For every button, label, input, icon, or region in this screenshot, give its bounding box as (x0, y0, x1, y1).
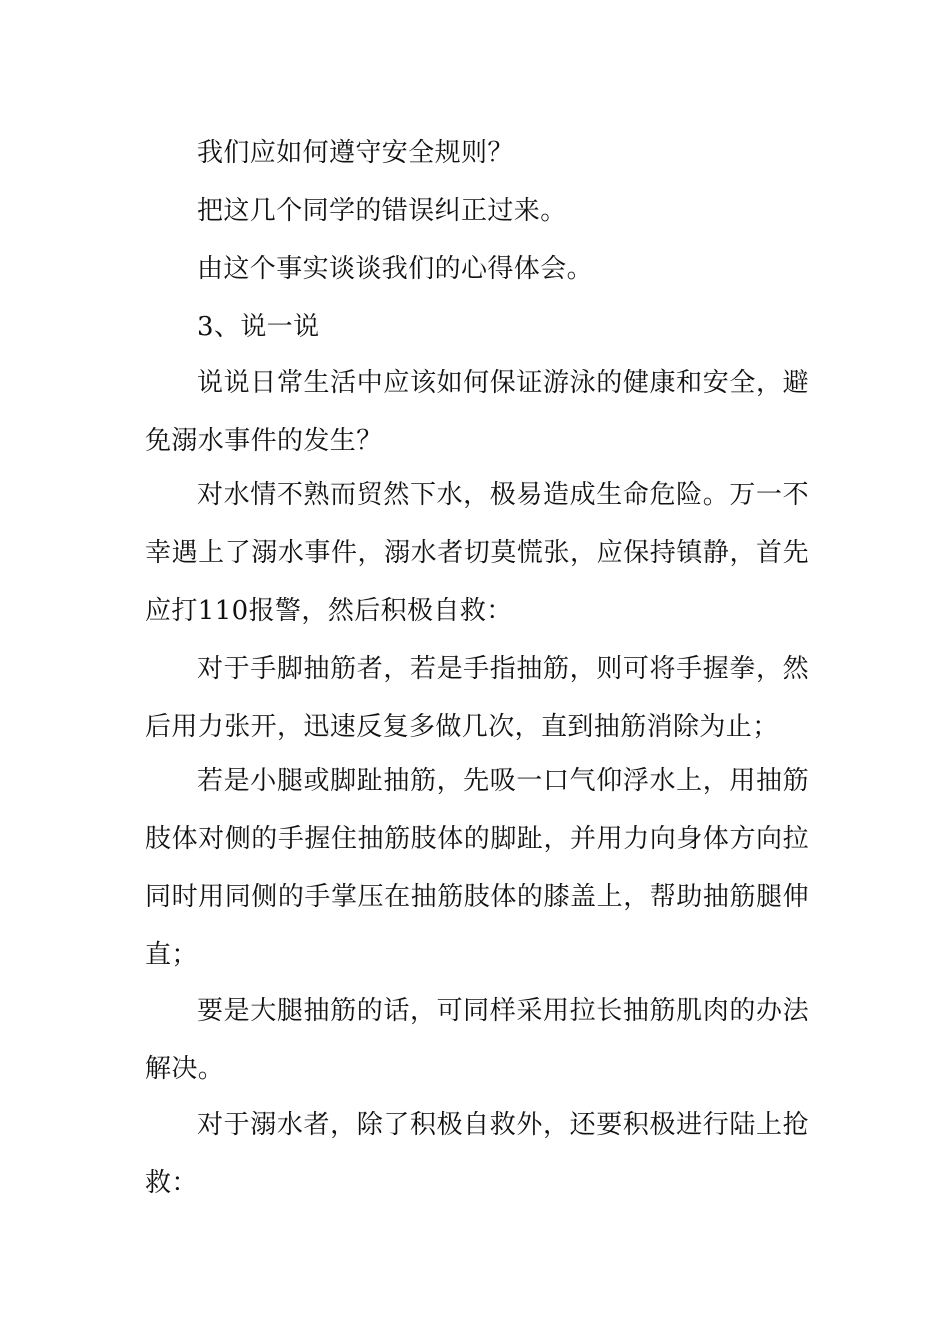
paragraph-land-rescue: 对于溺水者，除了积极自救外，还要积极进行陆上抢救： (145, 1110, 809, 1198)
paragraph-drowning-response: 对水情不熟而贸然下水，极易造成生命危险。万一不幸遇上了溺水事件，溺水者切莫慌张，应保持镇静，首先应打110报警，然后积极自救： (145, 480, 809, 626)
task-share-reflections: 由这个事实谈谈我们的心得体会。 (197, 254, 594, 284)
paragraph-hand-cramp: 对于手脚抽筋者，若是手指抽筋，则可将手握拳，然后用力张开，迅速反复多做几次，直到抽筋消除为止； (145, 654, 809, 742)
question-safety-rules: 我们应如何遵守安全规则？ (197, 138, 514, 168)
paragraph-leg-cramp: 若是小腿或脚趾抽筋，先吸一口气仰浮水上，用抽筋肢体对侧的手握住抽筋肢体的脚趾，并用力向身体方向拉同时用同侧的手掌压在抽筋肢体的膝盖上，帮助抽筋腿伸直； (145, 766, 809, 970)
question-swimming-safety: 说说日常生活中应该如何保证游泳的健康和安全，避免溺水事件的发生？ (145, 368, 809, 456)
section-heading-speak: 3、说一说 (197, 312, 320, 342)
paragraph-thigh-cramp: 要是大腿抽筋的话，可同样采用拉长抽筋肌肉的办法解决。 (145, 996, 809, 1084)
task-correct-mistakes: 把这几个同学的错误纠正过来。 (197, 196, 567, 226)
